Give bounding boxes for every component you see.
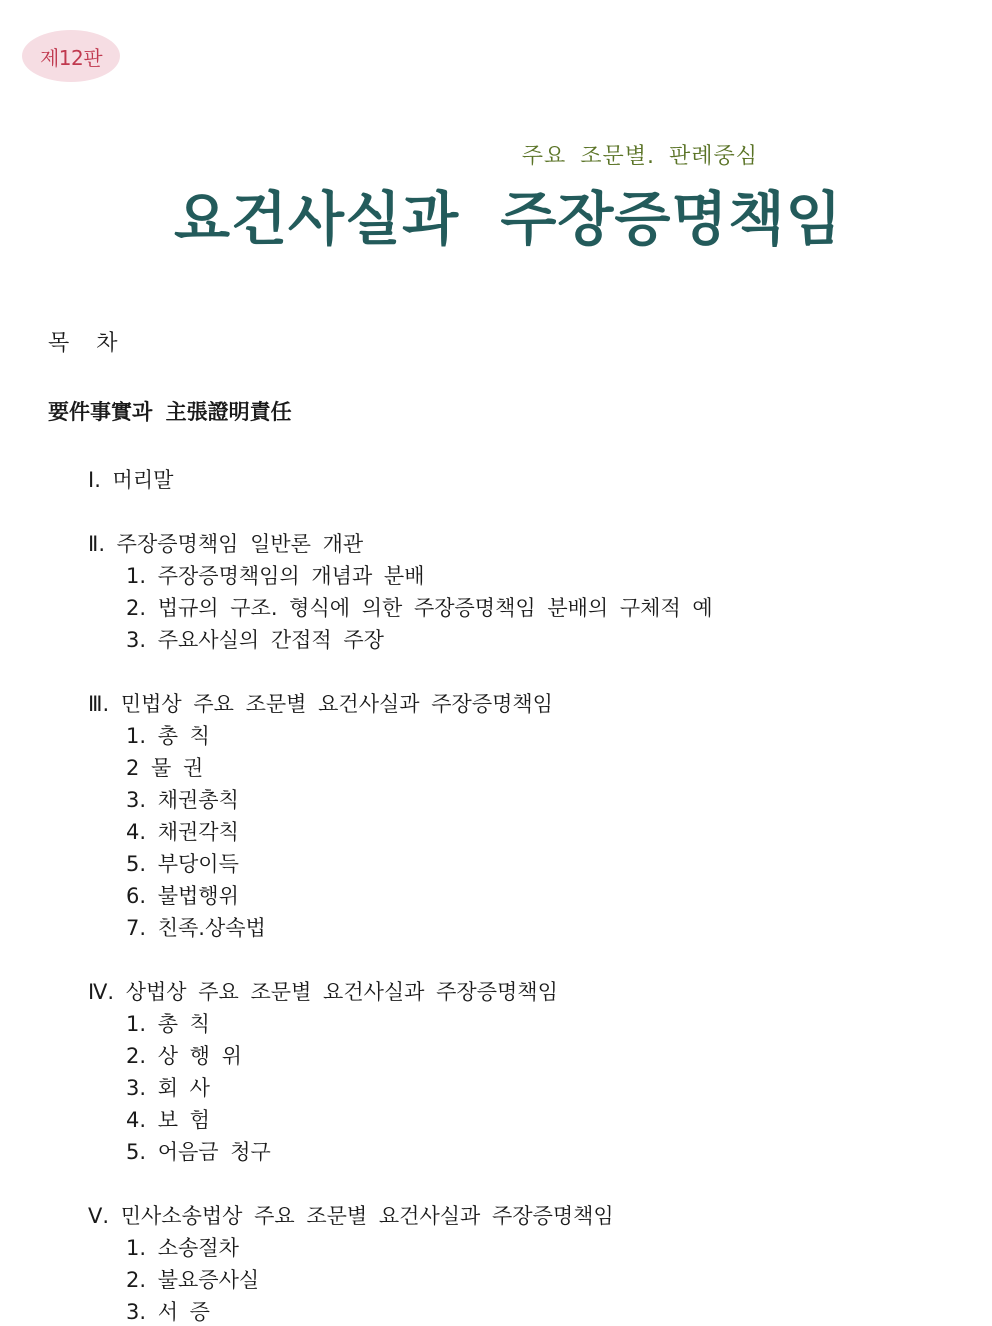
toc-item: 5. 어음금 청구: [126, 1140, 271, 1164]
toc-item: 5. 부당이득: [126, 852, 239, 876]
toc-section-title: Ⅳ. 상법상 주요 조문별 요건사실과 주장증명책임: [88, 980, 558, 1004]
toc-item: 3. 회 사: [126, 1076, 210, 1100]
toc-item: 1. 주장증명책임의 개념과 분배: [126, 564, 425, 588]
toc-item: 1. 총 칙: [126, 724, 210, 748]
toc-item: 3. 주요사실의 간접적 주장: [126, 628, 384, 652]
toc-item: 3. 서 증: [126, 1300, 210, 1324]
toc-item: 2 물 권: [126, 756, 204, 780]
toc-item: 7. 친족.상속법: [126, 916, 266, 940]
toc-item: 2. 상 행 위: [126, 1044, 242, 1068]
toc-item: 1. 소송절차: [126, 1236, 239, 1260]
subtitle: 주요 조문별. 판례중심: [521, 144, 758, 169]
book-title: 要件事實과 主張證明責任: [48, 400, 292, 424]
toc-section-title: Ⅴ. 민사소송법상 주요 조문별 요건사실과 주장증명책임: [88, 1204, 614, 1228]
toc-item: 3. 채권총칙: [126, 788, 239, 812]
toc-item: 1. 총 칙: [126, 1012, 210, 1036]
toc-item: 2. 불요증사실: [126, 1268, 260, 1292]
toc-section-title: Ⅱ. 주장증명책임 일반론 개관: [88, 532, 364, 556]
toc-item: 4. 채권각칙: [126, 820, 239, 844]
toc-heading: 목 차: [48, 331, 128, 356]
edition-badge: 제12판: [22, 30, 120, 82]
main-title: 요건사실과 주장증명책임: [174, 185, 843, 253]
toc-item: 2. 법규의 구조. 형식에 의한 주장증명책임 분배의 구체적 예: [126, 596, 713, 620]
toc-item: 6. 불법행위: [126, 884, 239, 908]
toc-section-title: Ⅰ. 머리말: [88, 468, 174, 492]
toc-item: 4. 보 험: [126, 1108, 210, 1132]
toc-section-title: Ⅲ. 민법상 주요 조문별 요건사실과 주장증명책임: [88, 692, 553, 716]
